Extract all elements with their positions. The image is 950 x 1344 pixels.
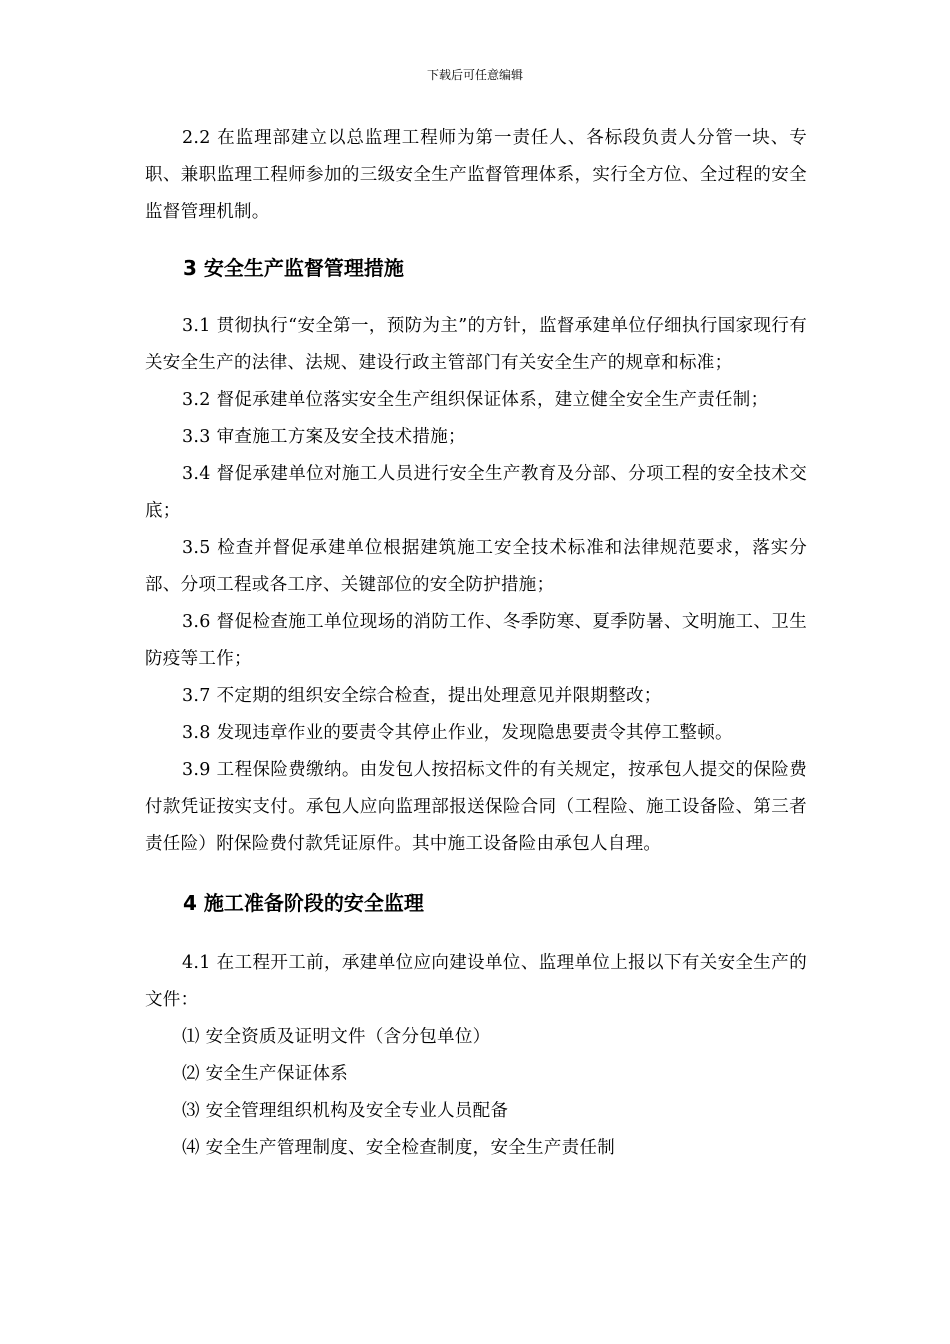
paragraph-3-5: 3.5 检查并督促承建单位根据建筑施工安全技术标准和法律规范要求，落实分部、分项工程或各工序、关键部位的安全防护措施；: [145, 538, 807, 595]
paragraph-3-7: 3.7 不定期的组织安全综合检查，提出处理意见并限期整改；: [182, 686, 662, 706]
list-item-4-1-4: ⑷ 安全生产管理制度、安全检查制度，安全生产责任制: [182, 1138, 616, 1158]
document-body: [145, 120, 807, 1167]
section-3-heading: 3 安全生产监督管理措施: [183, 256, 404, 280]
list-item-4-1-2: ⑵ 安全生产保证体系: [182, 1064, 349, 1084]
list-item-4-1-1: ⑴ 安全资质及证明文件（含分包单位）: [182, 1027, 491, 1047]
paragraph-3-4: 3.4 督促承建单位对施工人员进行安全生产教育及分部、分项工程的安全技术交底；: [145, 464, 807, 521]
paragraph-4-1: 4.1 在工程开工前，承建单位应向建设单位、监理单位上报以下有关安全生产的文件：: [145, 953, 807, 1010]
paragraph-3-1: 3.1 贯彻执行“安全第一，预防为主”的方针，监督承建单位仔细执行国家现行有关安全生产的法律、法规、建设行政主管部门有关安全生产的规章和标准；: [145, 316, 807, 373]
paragraph-3-6: 3.6 督促检查施工单位现场的消防工作、冬季防寒、夏季防暑、文明施工、卫生防疫等工作；: [145, 612, 807, 669]
paragraph-3-8: 3.8 发现违章作业的要责令其停止作业，发现隐患要责令其停工整顿。: [182, 723, 733, 743]
page-header: 下载后可任意编辑: [426, 68, 523, 82]
paragraph-3-2: 3.2 督促承建单位落实安全生产组织保证体系，建立健全安全生产责任制；: [182, 390, 769, 410]
section-4-heading: 4 施工准备阶段的安全监理: [183, 891, 424, 915]
paragraph-3-9: 3.9 工程保险费缴纳。由发包人按招标文件的有关规定，按承包人提交的保险费付款凭证按实支付。承包人应向监理部报送保险合同（工程险、施工设备险、第三者责任险）附保险费付款凭证原件。其中施工设备险由承包人自理。: [145, 760, 807, 854]
paragraph-2-2: 2.2 在监理部建立以总监理工程师为第一责任人、各标段负责人分管一块、专职、兼职监理工程师参加的三级安全生产监督管理体系，实行全方位、全过程的安全监督管理机制。: [145, 128, 807, 222]
paragraph-3-3: 3.3 审查施工方案及安全技术措施；: [182, 427, 466, 447]
list-item-4-1-3: ⑶ 安全管理组织机构及安全专业人员配备: [182, 1101, 509, 1121]
